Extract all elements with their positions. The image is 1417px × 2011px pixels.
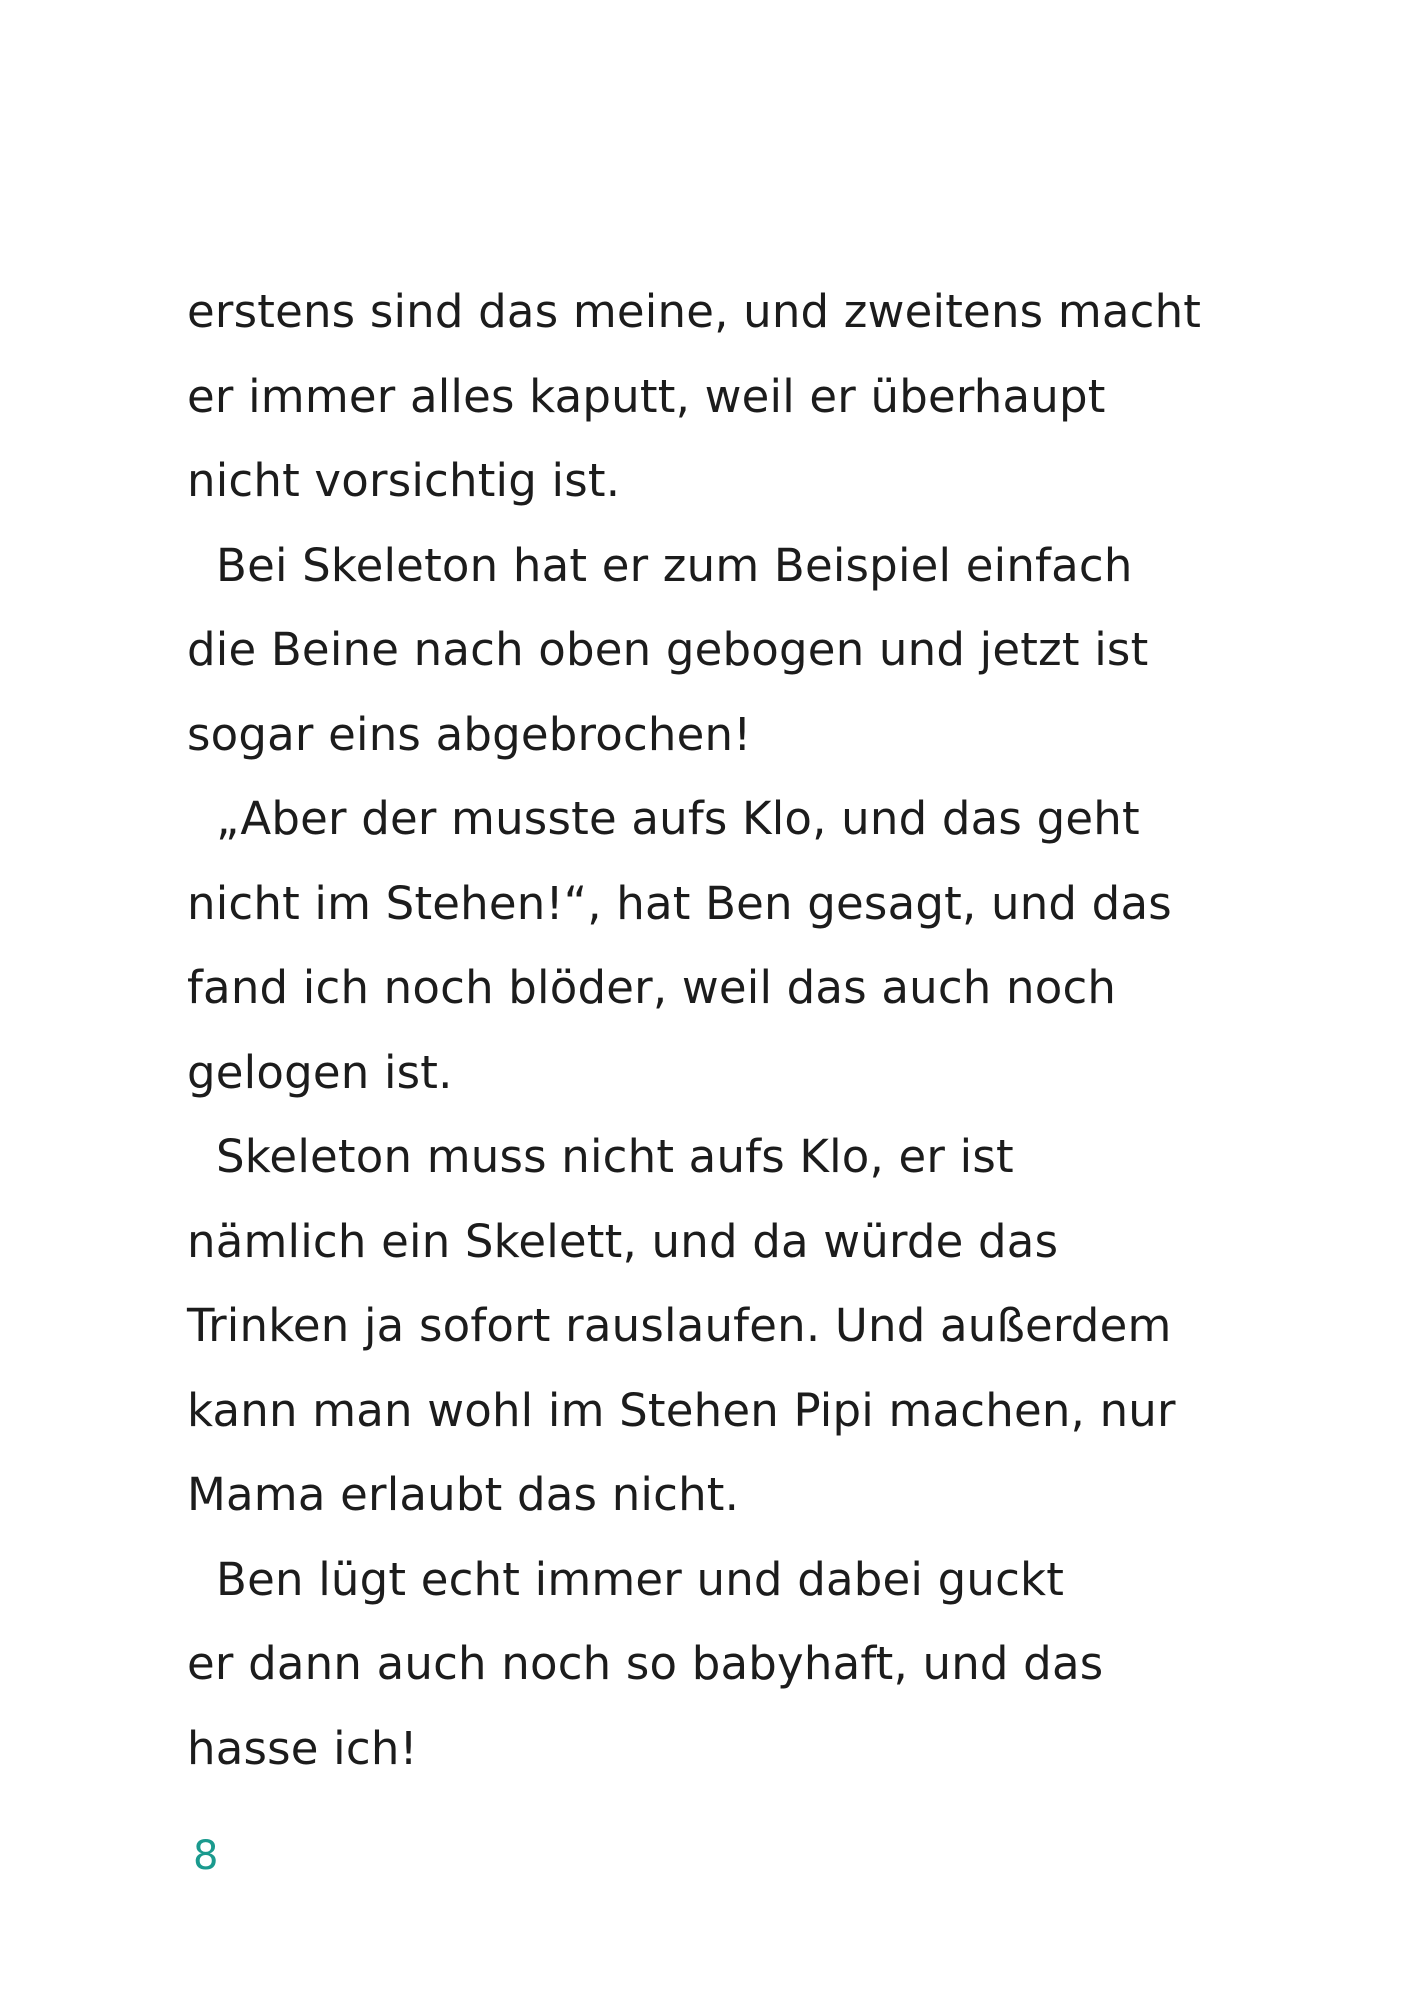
text-line: gelogen ist. [187,1045,453,1099]
text-line: Ben lügt echt immer und dabei guckt [187,1552,1065,1606]
text-line: Mama erlaubt das nicht. [187,1468,740,1521]
text-line: Skeleton muss nicht aufs Klo, er ist [187,1130,1014,1183]
text-line: kann man wohl im Stehen Pipi machen, nur [187,1383,1176,1437]
text-line: nicht vorsichtig ist. [187,454,621,507]
text-line: die Beine nach oben gebogen und jetzt ist [187,623,1149,676]
text-line: fand ich noch blöder, weil das auch noch [187,961,1117,1014]
text-line: Bei Skeleton hat er zum Beispiel einfach [187,538,1133,592]
body-text [187,270,1307,1791]
page-number: 8 [193,1833,219,1879]
text-line: nicht im Stehen!“, hat Ben gesagt, und das [187,876,1172,930]
text-line: hasse ich! [187,1721,418,1775]
text-line: er immer alles kaputt, weil er überhaupt [187,369,1106,423]
text-line: sogar eins abgebrochen! [187,707,752,761]
text-line: er dann auch noch so babyhaft, und das [187,1637,1104,1690]
text-line: erstens sind das meine, und zweitens macht [187,285,1202,338]
text-line: Trinken ja sofort rauslaufen. Und außerdem [187,1299,1172,1352]
text-line: „Aber der musste aufs Klo, und das geht [187,792,1140,845]
text-line: nämlich ein Skelett, und da würde das [187,1214,1059,1268]
